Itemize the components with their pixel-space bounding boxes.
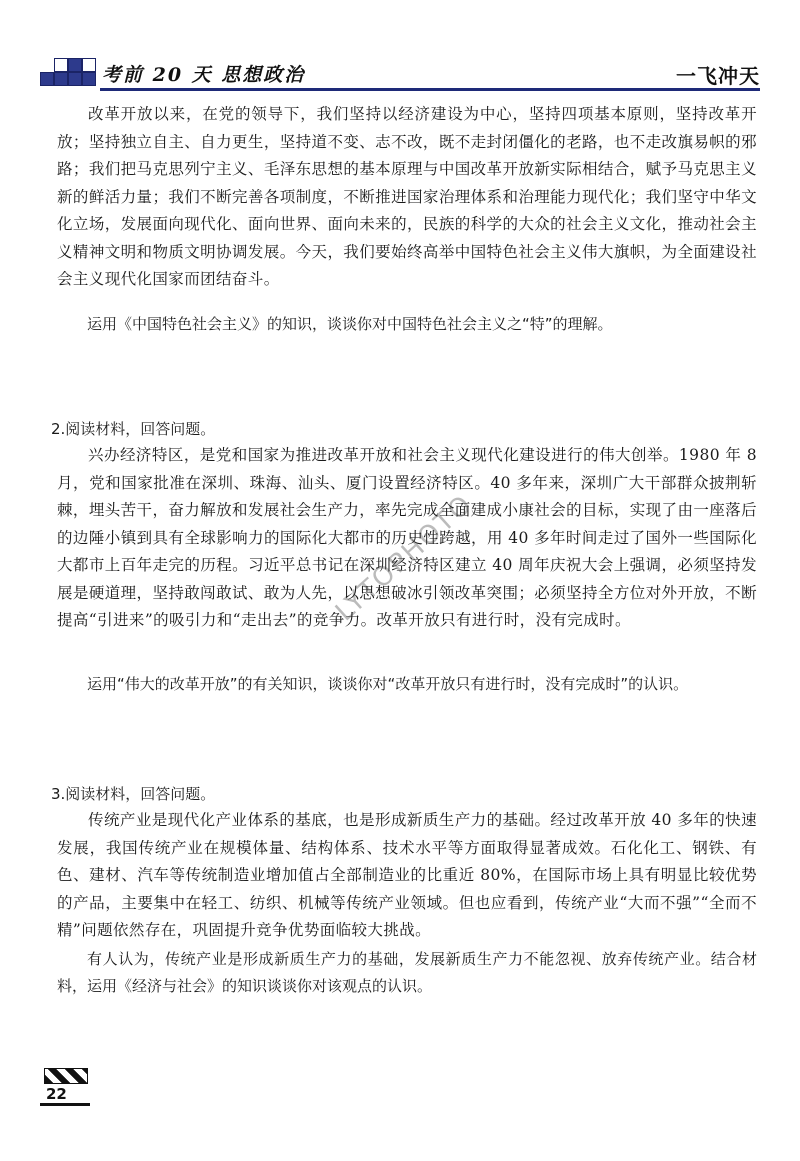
checkered-logo-icon <box>40 58 98 86</box>
header-brand: 一飞冲天 <box>676 64 760 88</box>
header-title: 考前 20 天 思想政治 <box>102 64 306 86</box>
q2-question: 运用“伟大的改革开放”的有关知识，谈谈你对“改革开放只有进行时，没有完成时”的认识。 <box>87 675 689 693</box>
header-divider <box>100 88 760 91</box>
q1-question: 运用《中国特色社会主义》的知识，谈谈你对中国特色社会主义之“特”的理解。 <box>87 315 613 333</box>
striped-barrier-icon <box>44 1068 88 1084</box>
page-number: 22 <box>46 1085 67 1103</box>
page-number-badge <box>40 1068 90 1108</box>
q3-heading: 3.阅读材料，回答问题。 <box>51 785 216 803</box>
watermark: LYTOPHOTO <box>330 489 479 628</box>
page-header <box>40 52 760 92</box>
q3-material-text: 传统产业是现代化产业体系的基底，也是形成新质生产力的基础。经过改革开放 40 多年的快速发展，我国传统产业在规模体量、结构体系、技术水平等方面取得显著成效。石化化工、钢铁、有色、建材、汽车等传统制造业增加值占全部制造业的比重近 80%，在国际市场上具有明显比较优势的产品，主要集中在轻工、纺织、机械等传统产业领域。但也应看到，传统产业“大而不强”“全而不精”问题依然存在，巩固提升竞争优势面临较大挑战。 <box>57 811 757 939</box>
q3-question: 有人认为，传统产业是形成新质生产力的基础，发展新质生产力不能忽视、放弃传统产业。结合材料，运用《经济与社会》的知识谈谈你对该观点的认识。 <box>57 950 757 995</box>
badge-base-line <box>40 1103 90 1106</box>
q1-material <box>57 101 757 294</box>
q2-material-text: 兴办经济特区，是党和国家为推进改革开放和社会主义现代化建设进行的伟大创举。1980 年 8 月，党和国家批准在深圳、珠海、汕头、厦门设置经济特区。40 多年来，深圳广大干部群众披荆斩棘，埋头苦干，奋力解放和发展社会生产力，率先完成全面建成小康社会的目标，实现了由一座落后的边陲小镇到具有全球影响力的国际化大都市的历史性跨越，用 40 多年时间走过了国外一些国际化大都市上百年走完的历程。习近平总书记在深圳经济特区建立 40 周年庆祝大会上强调，必须坚持发展是硬道理，坚持敢闯敢试、敢为人先，以思想破冰引领改革突围；必须坚持全方位对外开放，不断提高“引进来”的吸引力和“走出去”的竞争力。改革开放只有进行时，没有完成时。 <box>57 446 757 629</box>
q3-material <box>57 807 757 945</box>
q2-heading: 2.阅读材料，回答问题。 <box>51 420 216 438</box>
q1-material-text: 改革开放以来，在党的领导下，我们坚持以经济建设为中心，坚持四项基本原则，坚持改革开放；坚持独立自主、自力更生，坚持道不变、志不改，既不走封闭僵化的老路，也不走改旗易帜的邪路；我们把马克思列宁主义、毛泽东思想的基本原理与中国改革开放新实际相结合，赋予马克思主义新的鲜活力量；我们不断完善各项制度，不断推进国家治理体系和治理能力现代化；我们坚守中华文化立场，发展面向现代化、面向世界、面向未来的，民族的科学的大众的社会主义文化，推动社会主义精神文明和物质文明协调发展。今天，我们要始终高举中国特色社会主义伟大旗帜，为全面建设社会主义现代化国家而团结奋斗。 <box>57 105 757 288</box>
